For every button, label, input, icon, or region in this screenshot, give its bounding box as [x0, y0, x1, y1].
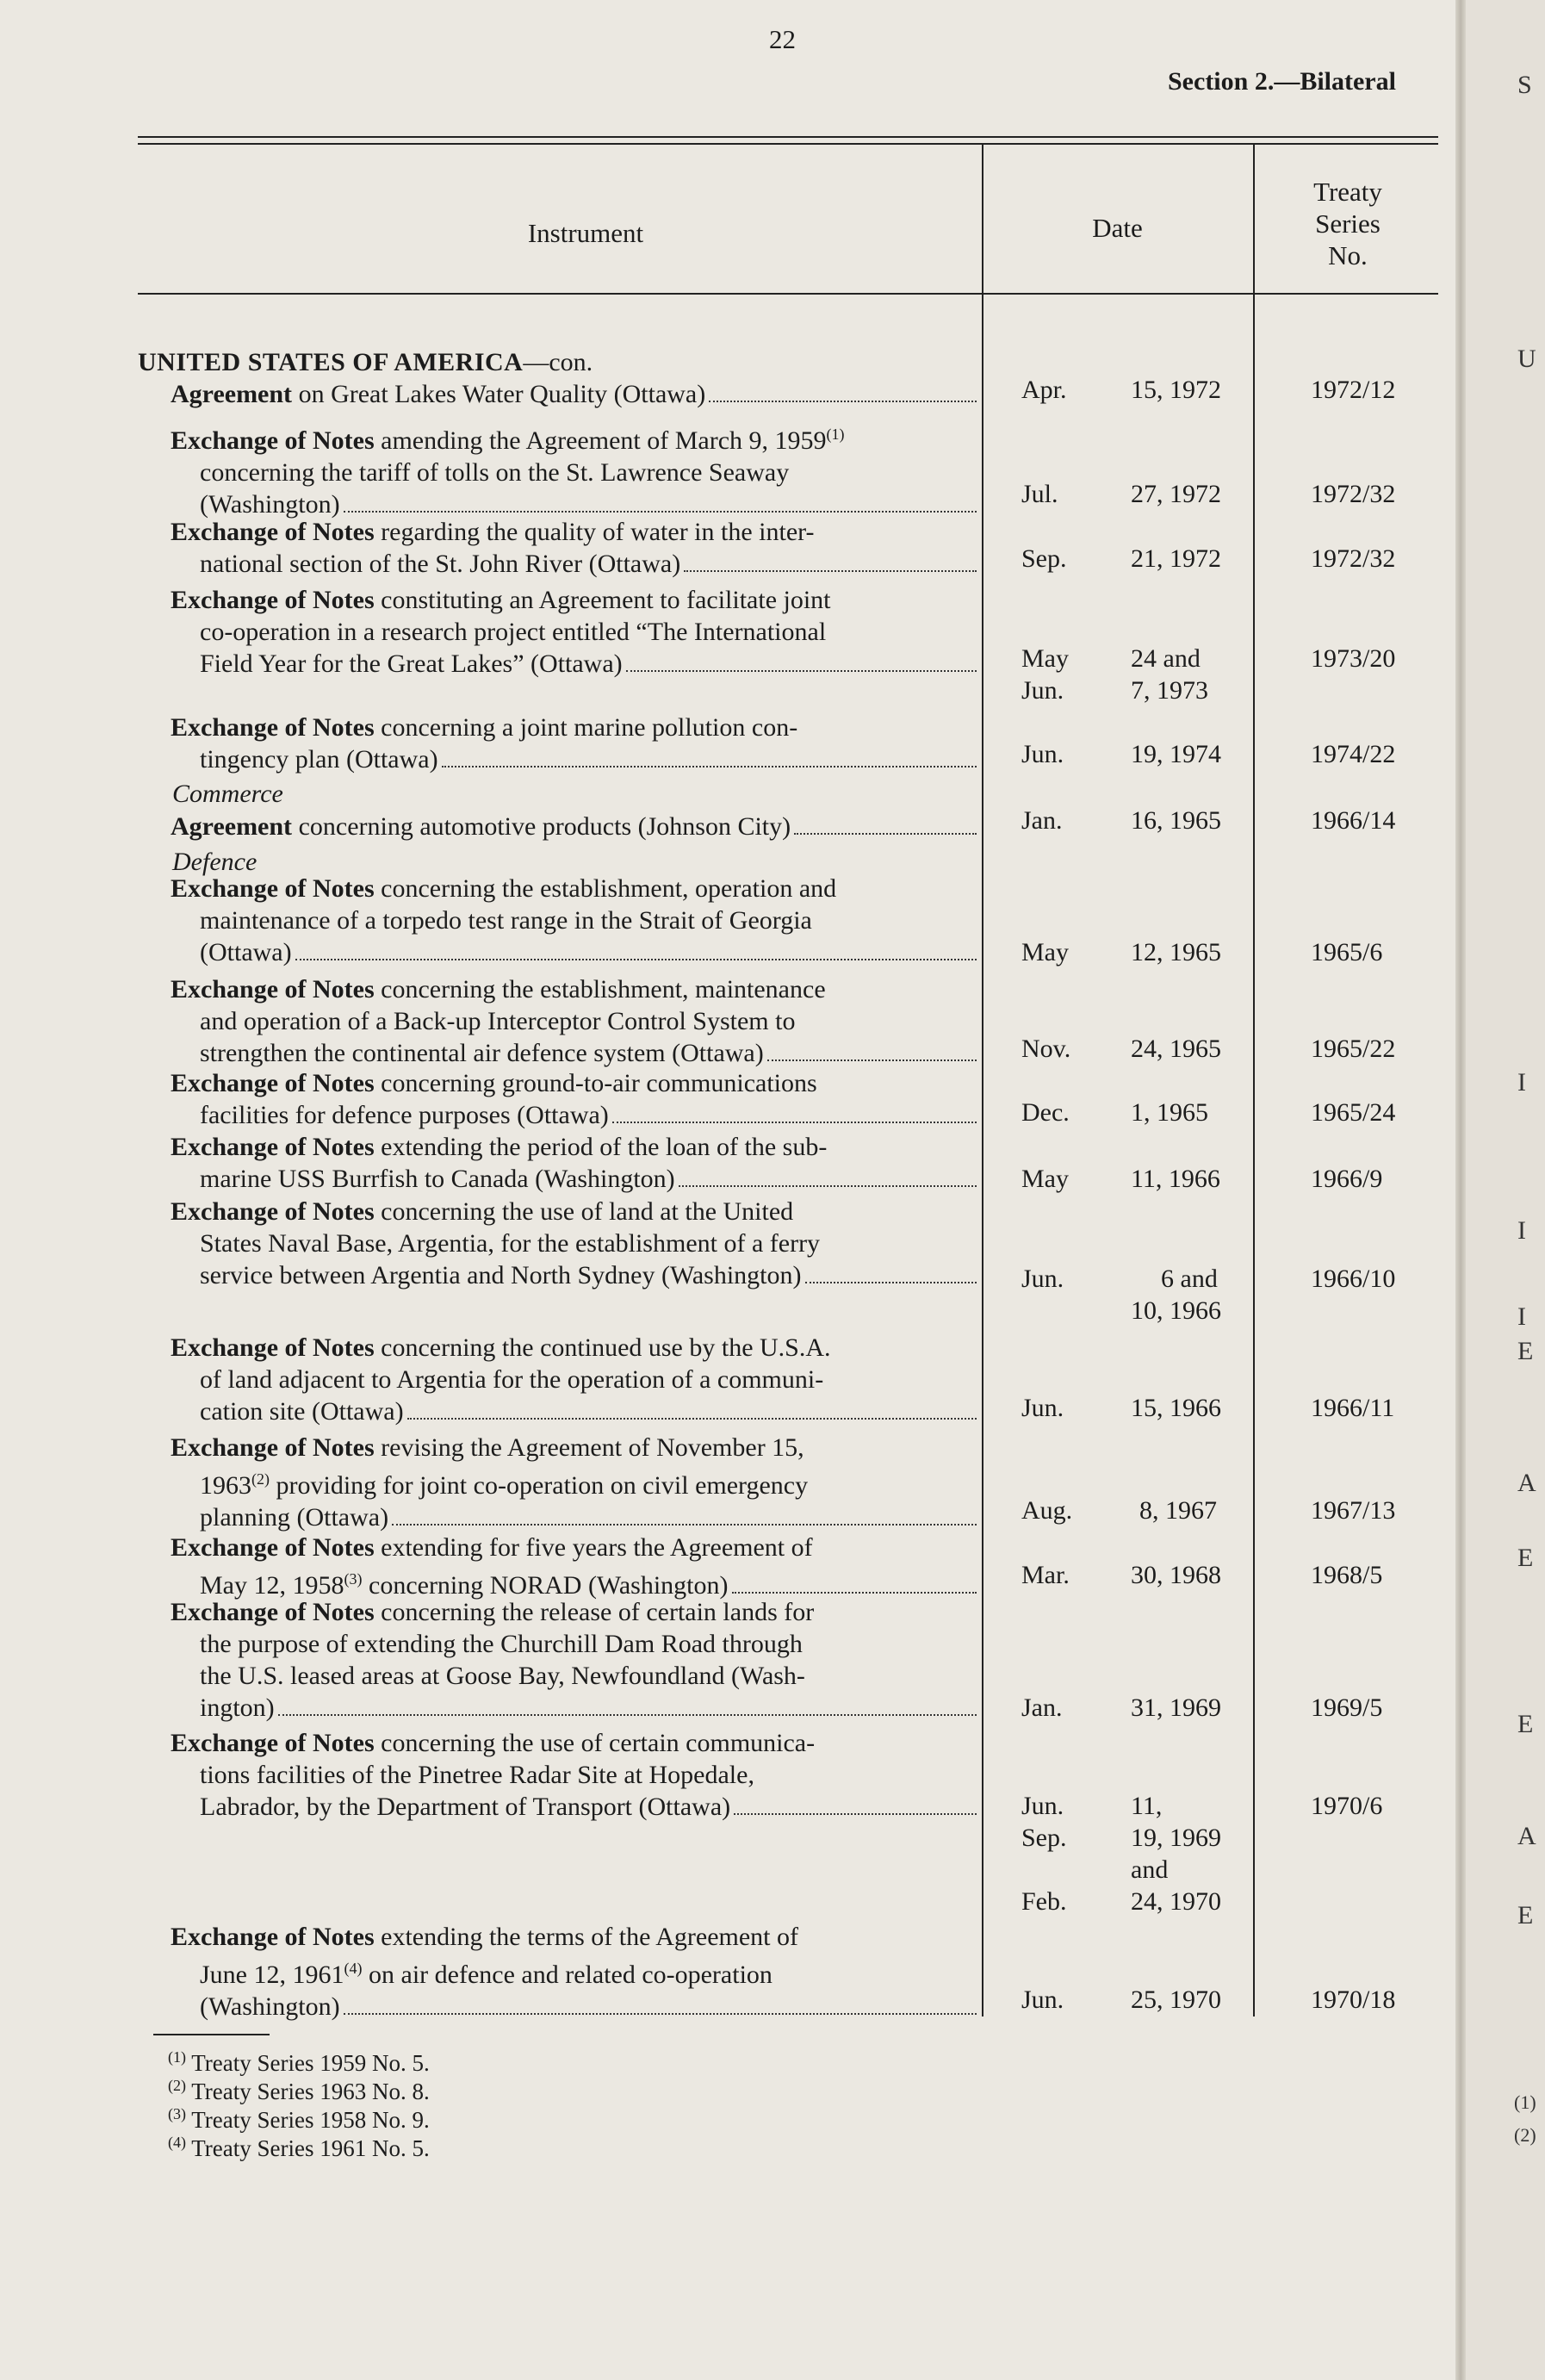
leader-dots	[709, 400, 977, 402]
date-day: 12, 1965	[1131, 938, 1221, 966]
entry-line	[171, 1259, 978, 1291]
leader-dots	[734, 1812, 977, 1815]
date-day: 11,	[1131, 1792, 1163, 1820]
date-month: Jun.	[1021, 676, 1064, 705]
table-row	[171, 584, 978, 680]
entry-text: concerning the use of certain communica-	[374, 1729, 816, 1757]
leader-dots	[767, 1059, 977, 1061]
date-day: 21, 1972	[1131, 544, 1221, 573]
entry-line	[171, 378, 978, 410]
date-day: and	[1131, 1855, 1169, 1884]
entry-text: facilities for defence purposes (Ottawa)	[200, 1101, 609, 1129]
date-month: Nov.	[1021, 1035, 1071, 1063]
treaty-series-number: 1974/22	[1311, 740, 1396, 768]
treaty-series-number: 1965/22	[1311, 1035, 1396, 1063]
footnote-ref: (2)	[251, 1470, 270, 1488]
entry-text: tingency plan (Ottawa)	[200, 745, 438, 774]
facing-page-letter: E	[1517, 1710, 1534, 1738]
entry-line	[171, 1791, 978, 1823]
table-row	[171, 516, 978, 580]
table-row	[171, 1596, 978, 1724]
entry-line	[171, 548, 978, 580]
entry-text: planning (Ottawa)	[200, 1503, 389, 1532]
entry-line: States Naval Base, Argentia, for the establishment of a ferry	[200, 1229, 821, 1258]
date-day: 1, 1965	[1131, 1098, 1208, 1127]
country-heading	[138, 348, 593, 377]
entry-line: the U.S. leased areas at Goose Bay, Newfoundland (Wash-	[200, 1662, 805, 1690]
facing-page-letter: E	[1517, 1337, 1534, 1365]
entry-line	[171, 1463, 978, 1501]
footnote-rule	[153, 2034, 270, 2035]
leader-dots	[442, 765, 977, 767]
entry-line	[171, 1332, 978, 1364]
entry-keyword: Exchange of Notes	[171, 874, 375, 903]
treaty-series-number: 1966/9	[1311, 1165, 1383, 1193]
footnote-ref: (4)	[344, 1960, 363, 1977]
facing-page-letter: E	[1517, 1901, 1534, 1929]
entry-line	[171, 1991, 978, 2023]
entry-text: ington)	[200, 1693, 275, 1722]
entry-line: and operation of a Back-up Interceptor Control System to	[200, 1007, 796, 1035]
date-day: 11, 1966	[1131, 1165, 1220, 1193]
date-day: 31, 1969	[1131, 1693, 1221, 1722]
date-month: Apr.	[1021, 376, 1067, 404]
entry-text: service between Argentia and North Sydney (Washington)	[200, 1261, 802, 1289]
entry-keyword: Exchange of Notes	[171, 1133, 375, 1161]
date-day: 8, 1967	[1139, 1496, 1217, 1525]
treaty-series-number: 1970/18	[1311, 1985, 1396, 2014]
country-suffix: —con.	[523, 348, 593, 376]
facing-page-footnote-mark: (1)	[1514, 2091, 1536, 2113]
date-month: Dec.	[1021, 1098, 1070, 1127]
entry-text: extending for five years the Agreement of	[374, 1533, 813, 1562]
entry-line	[171, 1532, 978, 1563]
entry-line	[171, 743, 978, 775]
entry-text: cation site (Ottawa)	[200, 1397, 404, 1426]
entry-text: concerning automotive products (Johnson City)	[292, 812, 791, 841]
treaty-series-number: 1969/5	[1311, 1693, 1383, 1722]
entry-keyword: Exchange of Notes	[171, 1923, 375, 1951]
entry-keyword: Exchange of Notes	[171, 1598, 375, 1626]
entry-text: concerning the continued use by the U.S.A.	[374, 1333, 831, 1362]
table-row	[171, 1196, 978, 1291]
section-heading: Section 2.—Bilateral	[1168, 67, 1396, 96]
entry-text: marine USS Burrfish to Canada (Washington)	[200, 1165, 675, 1193]
date-day: 30, 1968	[1131, 1561, 1221, 1589]
entry-line	[171, 1692, 978, 1724]
date-month: May	[1021, 644, 1069, 673]
entry-text: (Washington)	[200, 490, 340, 519]
treaty-series-number: 1972/32	[1311, 544, 1396, 573]
column-divider-date	[982, 143, 983, 2016]
entry-keyword: Exchange of Notes	[171, 426, 375, 455]
entry-line	[171, 1432, 978, 1463]
entry-text: national section of the St. John River (Ottawa)	[200, 550, 681, 578]
subheading-commerce: Commerce	[172, 780, 283, 808]
date-day: 24 and	[1131, 644, 1201, 673]
treaty-series-number: 1965/24	[1311, 1098, 1396, 1127]
treaty-series-number: 1966/14	[1311, 806, 1396, 835]
table-row	[171, 811, 978, 842]
date-month: Jun.	[1021, 1792, 1064, 1820]
table-top-rule-2	[138, 143, 1438, 145]
date-month: Jan.	[1021, 1693, 1063, 1722]
entry-line	[171, 1099, 978, 1131]
footnote-text: Treaty Series 1959 No. 5.	[191, 2050, 430, 2076]
entry-line	[171, 1501, 978, 1533]
entry-keyword: Exchange of Notes	[171, 713, 375, 742]
entry-line: of land adjacent to Argentia for the operation of a communi-	[200, 1365, 824, 1394]
entry-text: amending the Agreement of March 9, 1959	[374, 426, 827, 455]
binding-gutter	[1455, 0, 1466, 2380]
footnote-mark: (4)	[168, 2134, 186, 2151]
date-month: May	[1021, 1165, 1069, 1193]
entry-text: May 12, 1958	[200, 1571, 344, 1600]
date-month: Aug.	[1021, 1496, 1073, 1525]
date-column-header: Date	[1092, 213, 1143, 243]
entry-text: strengthen the continental air defence system (Ottawa)	[200, 1039, 764, 1067]
table-row	[171, 712, 978, 775]
entry-text: (Ottawa)	[200, 938, 292, 966]
facing-page-letter: I	[1517, 1216, 1526, 1245]
date-month: Jun.	[1021, 1985, 1064, 2014]
leader-dots	[392, 1523, 977, 1526]
treaty-series-header-line: Treaty	[1313, 177, 1382, 207]
table-row	[171, 1921, 978, 2023]
treaty-series-number: 1966/10	[1311, 1265, 1396, 1293]
entry-keyword: Exchange of Notes	[171, 586, 375, 614]
entry-keyword: Exchange of Notes	[171, 1197, 375, 1226]
footnote-ref: (1)	[826, 426, 845, 443]
entry-keyword: Agreement	[171, 812, 293, 841]
treaty-series-number: 1972/32	[1311, 480, 1396, 508]
entry-line	[171, 936, 978, 968]
entry-line	[171, 1921, 978, 1953]
entry-line: the purpose of extending the Churchill Dam Road through	[200, 1630, 803, 1658]
entry-line	[171, 1395, 978, 1427]
date-month: Jun.	[1021, 1394, 1064, 1422]
entry-line: maintenance of a torpedo test range in the Strait of Georgia	[200, 906, 812, 935]
entry-line	[171, 419, 978, 457]
leader-dots	[344, 510, 977, 513]
footnote-mark: (3)	[168, 2105, 186, 2122]
entry-line	[171, 873, 978, 904]
date-month: Feb.	[1021, 1887, 1067, 1916]
entry-text: concerning the establishment, operation and	[374, 874, 837, 903]
entry-text: constituting an Agreement to facilitate joint	[374, 586, 831, 614]
date-month: Sep.	[1021, 1824, 1067, 1852]
footnote-mark: (2)	[168, 2077, 186, 2094]
entry-text: 1963	[200, 1471, 251, 1500]
entry-line: tions facilities of the Pinetree Radar Site at Hopedale,	[200, 1761, 754, 1789]
table-top-rule	[138, 136, 1438, 138]
table-row	[171, 378, 978, 410]
date-day: 24, 1965	[1131, 1035, 1221, 1063]
entry-keyword: Exchange of Notes	[171, 1433, 375, 1462]
entry-line	[171, 973, 978, 1005]
leader-dots	[805, 1281, 977, 1283]
treaty-series-number: 1968/5	[1311, 1561, 1383, 1589]
facing-page-letter: U	[1517, 345, 1536, 373]
entry-text: concerning the release of certain lands for	[374, 1598, 815, 1626]
date-month: Jul.	[1021, 480, 1058, 508]
leader-dots	[295, 958, 977, 960]
entry-text: revising the Agreement of November 15,	[374, 1433, 804, 1462]
header-bottom-rule	[138, 293, 1438, 295]
entry-text: concerning NORAD (Washington)	[362, 1571, 729, 1600]
entry-text: providing for joint co-operation on civil emergency	[270, 1471, 809, 1500]
footnote-text: Treaty Series 1963 No. 8.	[191, 2079, 430, 2104]
leader-dots	[732, 1591, 977, 1594]
subheading-defence: Defence	[172, 848, 258, 876]
date-month: Jan.	[1021, 806, 1063, 835]
table-row	[171, 1067, 978, 1131]
facing-page-letter: A	[1517, 1822, 1536, 1850]
date-month: Jun.	[1021, 1265, 1064, 1293]
entry-line	[171, 648, 978, 680]
entry-line	[171, 811, 978, 842]
treaty-series-number: 1965/6	[1311, 938, 1383, 966]
entry-text: Labrador, by the Department of Transport (Ottawa)	[200, 1793, 731, 1821]
entry-keyword: Exchange of Notes	[171, 975, 375, 1004]
table-row	[171, 873, 978, 968]
date-day: 15, 1966	[1131, 1394, 1221, 1422]
entry-line	[171, 1953, 978, 1991]
date-day: 19, 1974	[1131, 740, 1221, 768]
entry-line	[171, 1037, 978, 1069]
treaty-series-number: 1970/6	[1311, 1792, 1383, 1820]
table-row	[171, 1131, 978, 1195]
entry-line	[171, 1596, 978, 1628]
leader-dots	[626, 669, 977, 672]
leader-dots	[684, 569, 977, 572]
date-day: 15, 1972	[1131, 376, 1221, 404]
entry-line	[171, 1727, 978, 1759]
leader-dots	[679, 1184, 977, 1187]
date-day: 10, 1966	[1131, 1296, 1221, 1325]
footnote-mark: (1)	[168, 2048, 186, 2066]
instrument-column-header: Instrument	[527, 218, 644, 248]
entry-text: (Washington)	[200, 1992, 340, 2021]
entry-text: concerning ground-to-air communications	[374, 1069, 817, 1097]
facing-page-letter: I	[1517, 1068, 1526, 1097]
page-number: 22	[769, 24, 796, 54]
entry-line	[171, 584, 978, 616]
entry-text: extending the terms of the Agreement of	[374, 1923, 799, 1951]
date-day: 6 and	[1161, 1265, 1218, 1293]
entry-line	[171, 516, 978, 548]
column-divider-treaty-series	[1253, 143, 1255, 2016]
entry-line: concerning the tariff of tolls on the St. Lawrence Seaway	[200, 458, 790, 487]
facing-page-letter: A	[1517, 1469, 1536, 1497]
entry-keyword: Exchange of Notes	[171, 1069, 375, 1097]
date-month: Sep.	[1021, 544, 1067, 573]
footnote-ref: (3)	[344, 1570, 363, 1588]
table-row	[171, 1532, 978, 1601]
date-day: 16, 1965	[1131, 806, 1221, 835]
footnote	[168, 2128, 430, 2163]
treaty-series-column-header	[1266, 176, 1430, 271]
entry-keyword: Exchange of Notes	[171, 1333, 375, 1362]
date-day: 25, 1970	[1131, 1985, 1221, 2014]
date-month: Mar.	[1021, 1561, 1070, 1589]
entry-text: Field Year for the Great Lakes” (Ottawa)	[200, 649, 623, 678]
table-row	[171, 1332, 978, 1427]
footnote-text: Treaty Series 1961 No. 5.	[191, 2135, 430, 2161]
facing-page-letter: S	[1517, 71, 1532, 99]
entry-text: concerning the use of land at the United	[374, 1197, 794, 1226]
leader-dots	[612, 1121, 977, 1123]
treaty-series-header-line: Series	[1315, 208, 1381, 239]
entry-text: extending the period of the loan of the sub-	[374, 1133, 828, 1161]
entry-text: on Great Lakes Water Quality (Ottawa)	[292, 380, 706, 408]
entry-line	[171, 1067, 978, 1099]
table-row	[171, 1432, 978, 1533]
entry-text: June 12, 1961	[200, 1961, 344, 1989]
facing-page-letter: E	[1517, 1544, 1534, 1572]
entry-text: concerning a joint marine pollution con-	[374, 713, 798, 742]
date-month: May	[1021, 938, 1069, 966]
facing-page-letter: I	[1517, 1302, 1526, 1331]
entry-line	[171, 712, 978, 743]
treaty-series-header-line: No.	[1328, 240, 1368, 270]
leader-dots	[407, 1417, 977, 1420]
date-day: 7, 1973	[1131, 676, 1208, 705]
entry-text: regarding the quality of water in the inter-	[374, 518, 815, 546]
entry-keyword: Exchange of Notes	[171, 518, 375, 546]
entry-keyword: Exchange of Notes	[171, 1533, 375, 1562]
date-day: 27, 1972	[1131, 480, 1221, 508]
leader-dots	[344, 2012, 977, 2015]
treaty-series-number: 1966/11	[1311, 1394, 1395, 1422]
country-name: UNITED STATES OF AMERICA	[138, 348, 524, 376]
treaty-series-number: 1973/20	[1311, 644, 1396, 673]
treaty-series-number: 1972/12	[1311, 376, 1396, 404]
entry-keyword: Agreement	[171, 380, 293, 408]
leader-dots	[278, 1713, 977, 1716]
entry-keyword: Exchange of Notes	[171, 1729, 375, 1757]
entry-line	[171, 1163, 978, 1195]
entry-text: concerning the establishment, maintenance	[374, 975, 826, 1004]
facing-page-footnote-mark: (2)	[1514, 2124, 1536, 2146]
entry-line	[171, 1131, 978, 1163]
entry-line	[171, 1196, 978, 1227]
footnote-text: Treaty Series 1958 No. 9.	[191, 2107, 430, 2133]
entry-line: co-operation in a research project entitled “The International	[200, 618, 827, 646]
date-day: 24, 1970	[1131, 1887, 1221, 1916]
table-row	[171, 973, 978, 1069]
treaty-series-number: 1967/13	[1311, 1496, 1396, 1525]
table-row	[171, 419, 978, 520]
entry-text: on air defence and related co-operation	[362, 1961, 772, 1989]
date-day: 19, 1969	[1131, 1824, 1221, 1852]
table-row	[171, 1727, 978, 1823]
date-month: Jun.	[1021, 740, 1064, 768]
leader-dots	[794, 832, 977, 835]
